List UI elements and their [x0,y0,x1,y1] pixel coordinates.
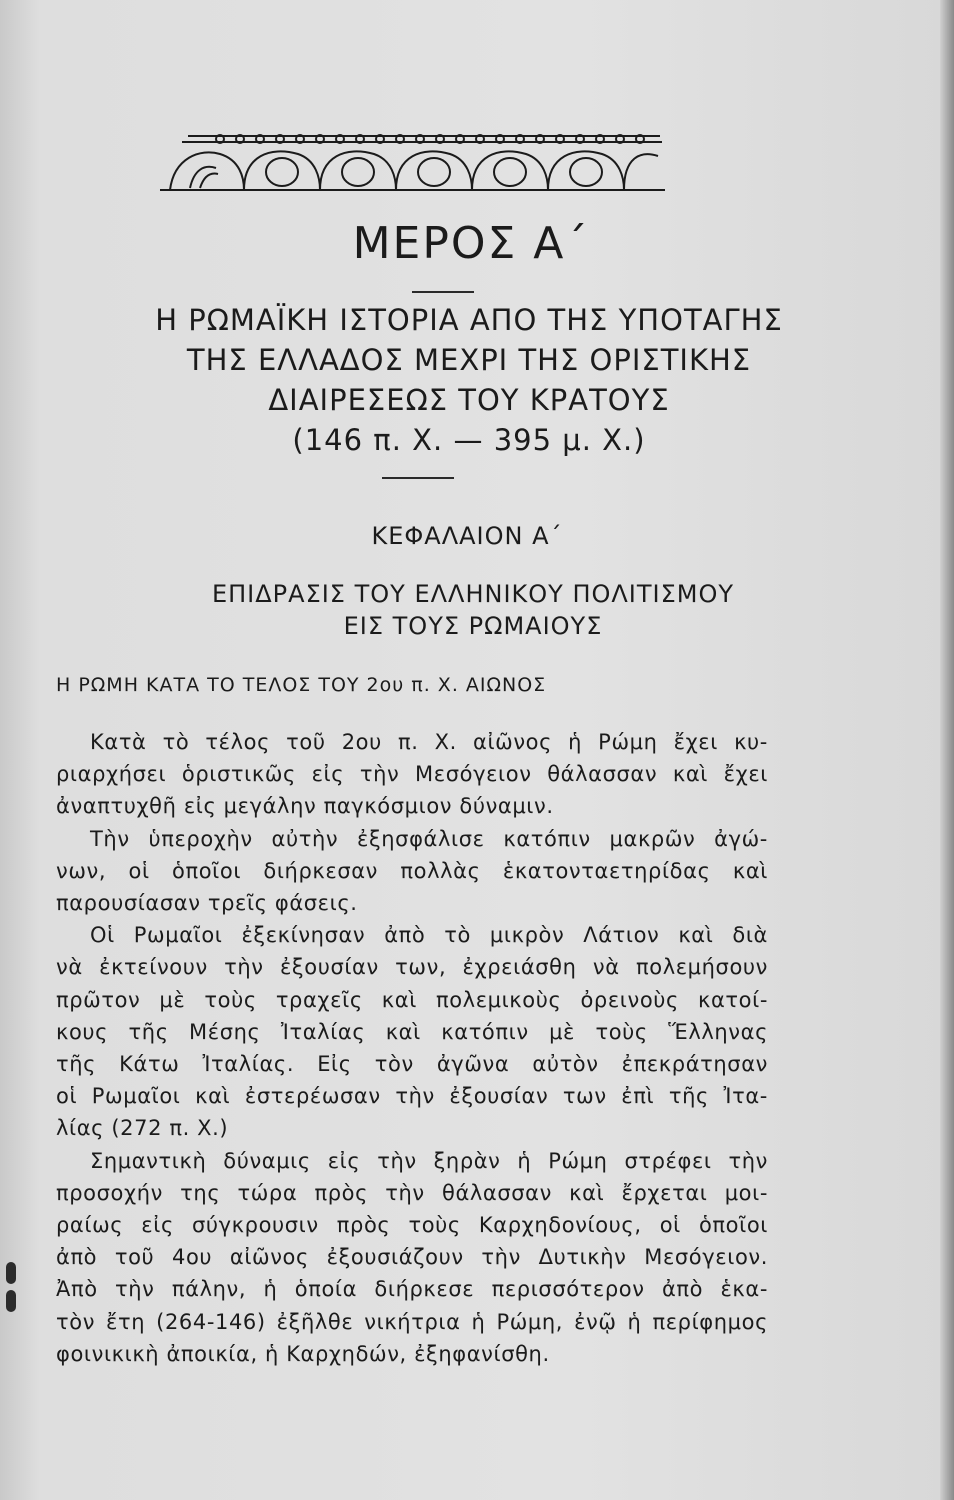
text-line: Σημαντικὴ δύναμις εἰς τὴν ξηρὰν ἡ Ρώμη στρέφει τὴν [90,1148,768,1173]
text-line: ραίως εἰς σύγκρουσιν πρὸς τοὺς Καρχηδονίους, οἱ ὁποῖοι [56,1213,768,1238]
binding-hole [6,1262,16,1284]
section-heading: Η ΡΩΜΗ ΚΑΤΑ ΤΟ ΤΕΛΟΣ ΤΟΥ 2ου π. Χ. ΑΙΩΝΟΣ [56,674,547,696]
chapter-label: ΚΕΦΑΛΑΙΟΝ Α΄ [371,522,563,550]
binding-hole [6,1290,16,1312]
text-line: προσοχήν της τώρα πρὸς τὴν θάλασσαν καὶ ἔρχεται μοι- [56,1180,768,1205]
chapter-title [0,578,950,642]
text-line: ἀπὸ τοῦ 4ου αἰῶνος ἐξουσιάζουν τὴν Δυτικὴν Μεσόγειον. [56,1245,768,1270]
chapter-title-line: ΕΙΣ ΤΟΥΣ ΡΩΜΑΙΟΥΣ [343,612,603,640]
text-line: Τὴν ὑπεροχὴν αὐτὴν ἐξησφάλισε κατόπιν μακρῶν ἀγώ- [90,826,768,851]
text-line: πρῶτον μὲ τοὺς τραχεῖς καὶ πολεμικοὺς ὀρεινοὺς κατοί- [56,987,768,1012]
text-line: Ἀπὸ τὴν πάλην, ἡ ὁποία διήρκεσε περισσότερον ἀπὸ ἑκα- [56,1277,768,1302]
body-text [56,726,768,1370]
text-line: φοινικικὴ ἀποικία, ἡ Καρχηδών, ἐξηφανίσθη. [56,1341,550,1366]
part-title-line: Η ΡΩΜΑΪΚΗ ΙΣΤΟΡΙΑ ΑΠΟ ΤΗΣ ΥΠΟΤΑΓΗΣ [155,303,783,337]
text-line: οἱ Ρωμαῖοι καὶ ἐστερέωσαν τὴν ἐξουσίαν των ἐπὶ τῆς Ἰτα- [56,1084,768,1109]
part-title [0,300,946,460]
divider-rule [412,291,474,293]
text-line: τὸν ἔτη (264-146) ἐξῆλθε νικήτρια ἡ Ρώμη, ἐνῷ ἡ περίφημος [56,1309,768,1334]
chapter-title-line: ΕΠΙΔΡΑΣΙΣ ΤΟΥ ΕΛΛΗΝΙΚΟΥ ΠΟΛΙΤΙΣΜΟΥ [211,580,735,608]
text-line: τῆς Κάτω Ἰταλίας. Εἰς τὸν ἀγῶνα αὐτὸν ἐπεκράτησαν [56,1052,768,1077]
text-line: νὰ ἐκτείνουν τὴν ἐξουσίαν των, ἐχρειάσθη νὰ πολεμήσουν [56,955,768,980]
text-line: νων, οἱ ὁποῖοι διήρκεσαν πολλὰς ἑκατονταετηρίδας καὶ [56,858,768,883]
text-line: κους τῆς Μέσης Ἰταλίας καὶ κατόπιν μὲ τοὺς Ἕλληνας [56,1019,768,1044]
part-heading: ΜΕΡΟΣ Α΄ [352,218,590,269]
decorative-headpiece [160,128,665,192]
text-line: ἀναπτυχθῆ εἰς μεγάλην παγκόσμιον δύναμιν. [56,794,554,819]
text-line: λίας (272 π. Χ.) [56,1116,229,1141]
part-title-line: ΤΗΣ ΕΛΛΑΔΟΣ ΜΕΧΡΙ ΤΗΣ ΟΡΙΣΤΙΚΗΣ [186,343,752,377]
divider-rule [382,477,454,479]
text-line: Κατὰ τὸ τέλος τοῦ 2ου π. Χ. αἰῶνος ἡ Ρώμη ἔχει κυ- [90,730,768,754]
text-line: παρουσίασαν τρεῖς φάσεις. [56,891,358,916]
text-line: Οἱ Ρωμαῖοι ἐξεκίνησαν ἀπὸ τὸ μικρὸν Λάτιον καὶ διὰ [90,923,768,948]
text-line: ριαρχήσει ὁριστικῶς εἰς τὴν Μεσόγειον θάλασσαν καὶ ἔχει [56,762,768,787]
part-date-range: (146 π. Χ. — 395 μ. Χ.) [292,423,646,457]
part-title-line: ΔΙΑΙΡΕΣΕΩΣ ΤΟΥ ΚΡΑΤΟΥΣ [268,383,670,417]
